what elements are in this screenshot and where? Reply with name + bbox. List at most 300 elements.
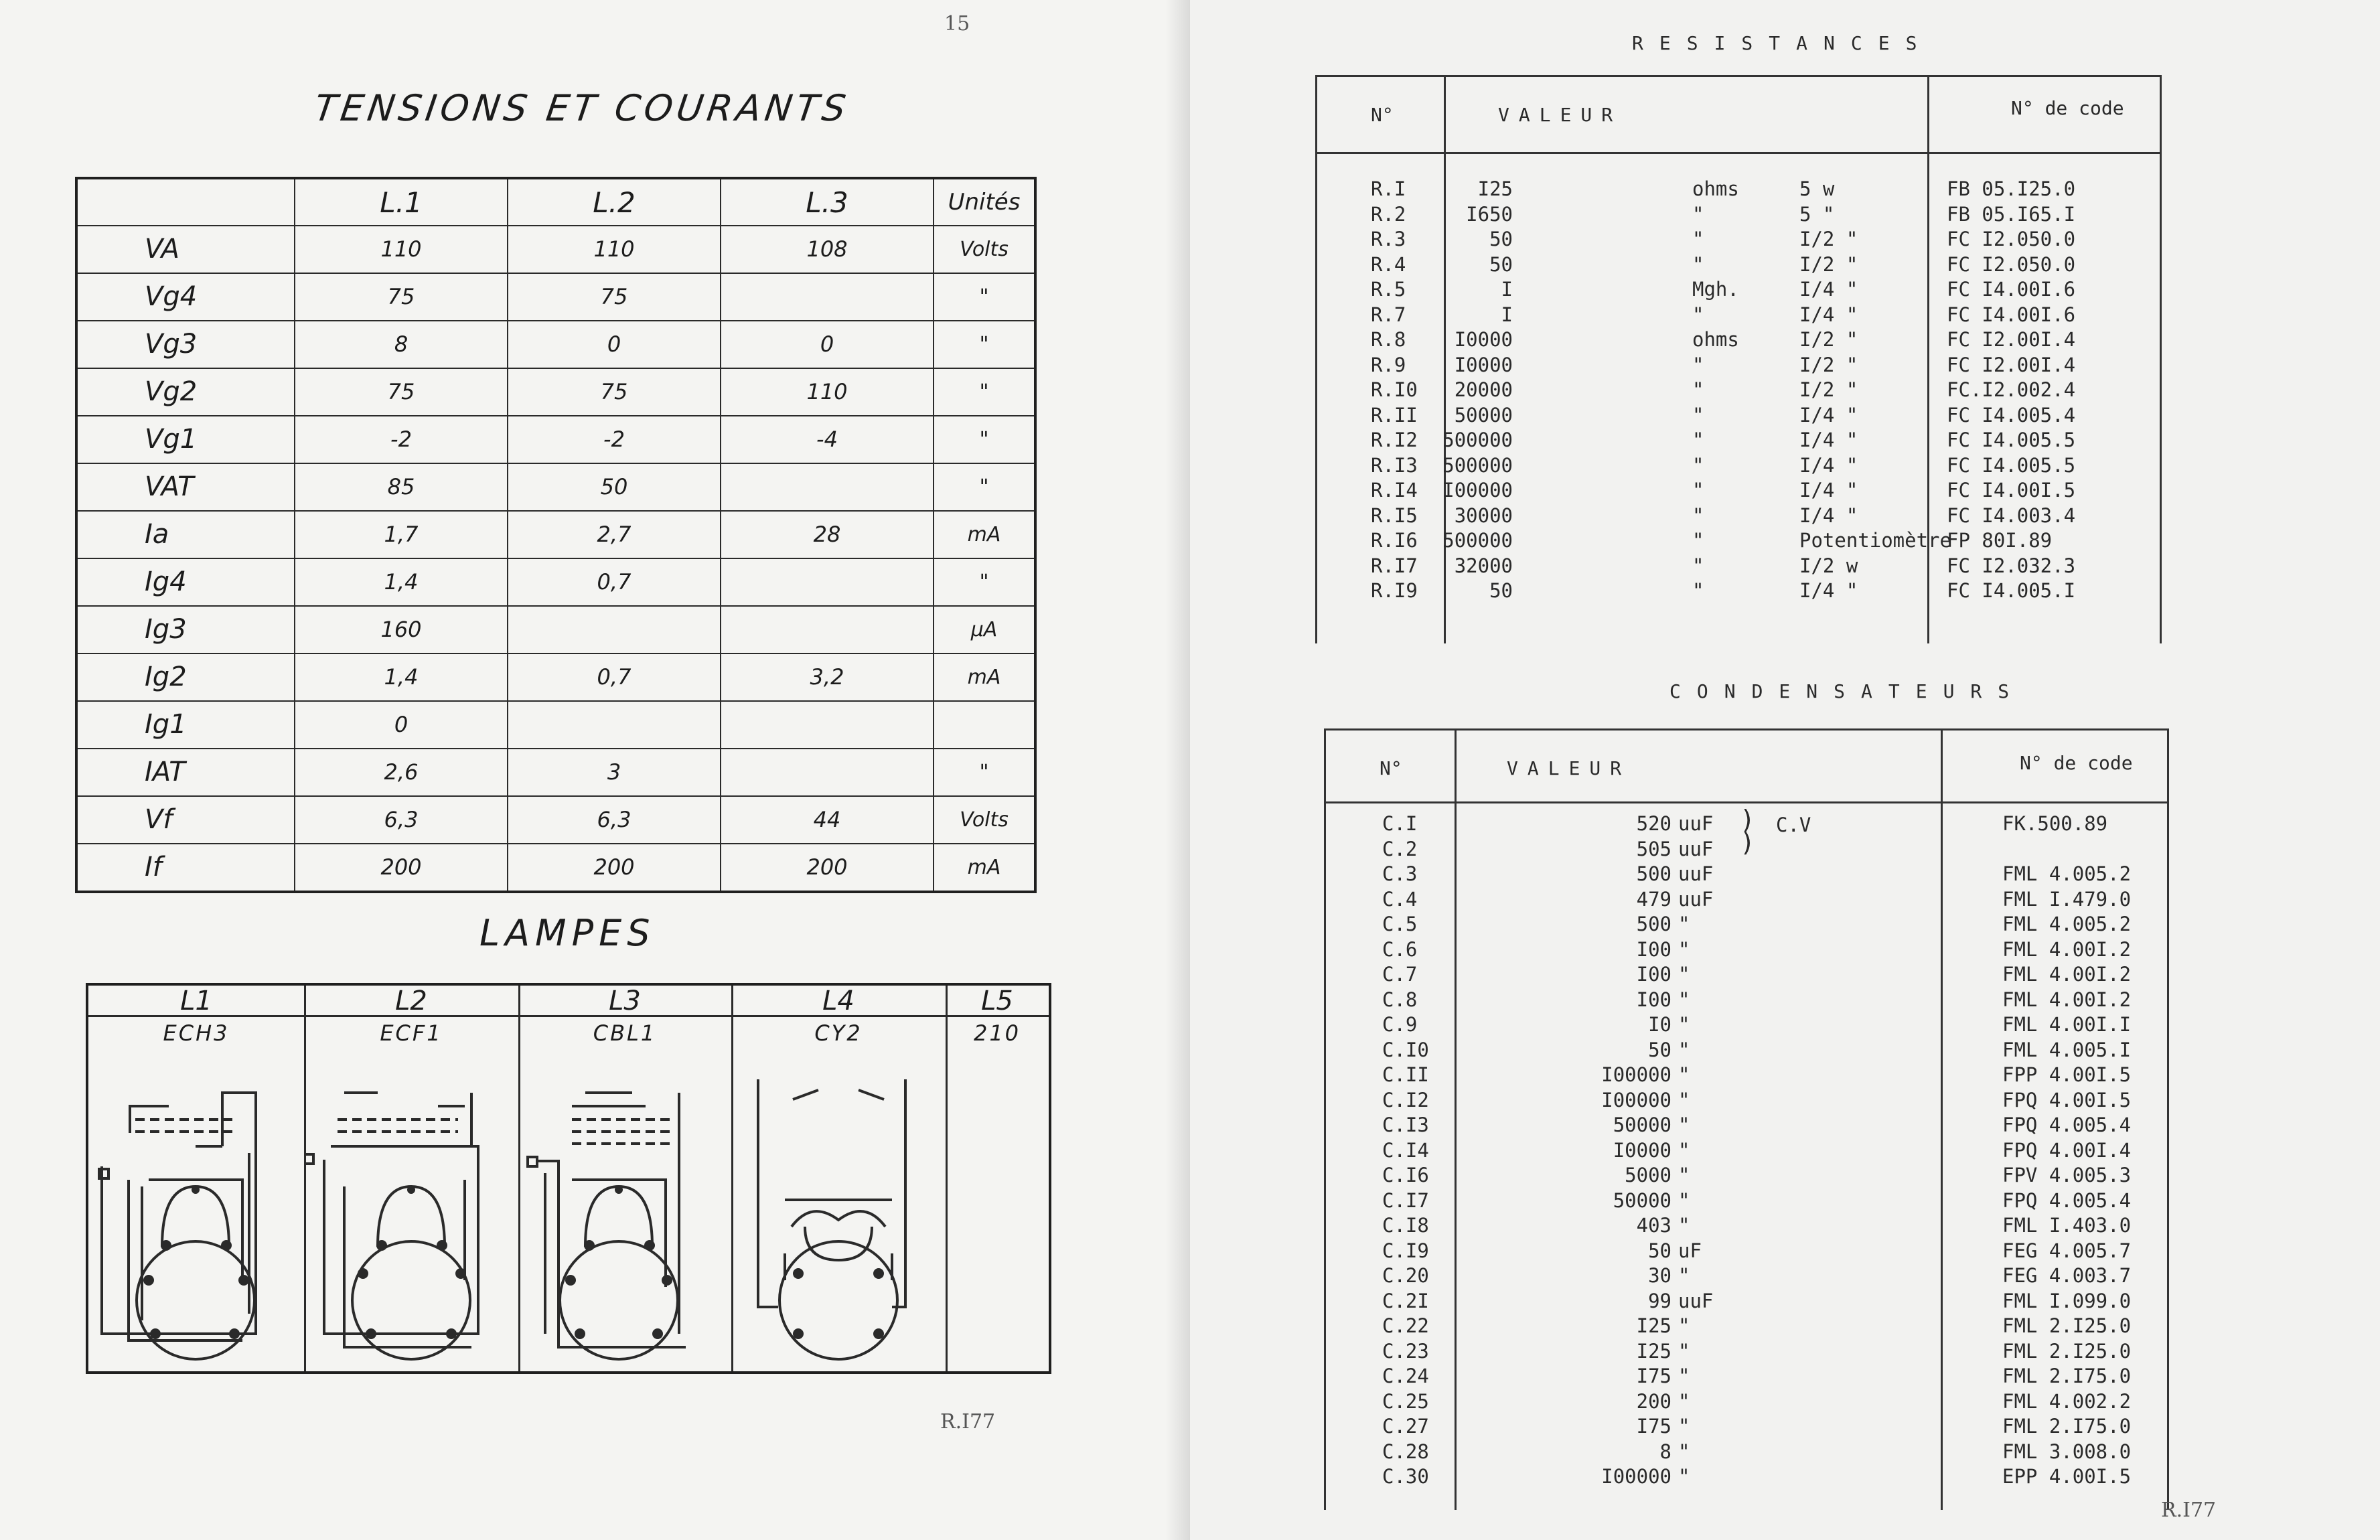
res-unit: ohms <box>1692 177 1739 200</box>
value-l2: 0 <box>508 321 721 368</box>
cond-header-num: N° <box>1380 757 1402 779</box>
res-value: I650 <box>1466 202 1513 226</box>
res-code: FC.I2.002.4 <box>1947 378 2076 401</box>
tensions-row <box>76 226 1035 273</box>
value-l1: 110 <box>295 226 508 273</box>
cond-code: FML 2.I25.0 <box>2002 1314 2132 1337</box>
cond-code: FML 3.008.0 <box>2002 1440 2132 1463</box>
cond-unit: " <box>1678 1013 1690 1036</box>
tensions-row <box>76 701 1035 749</box>
cond-num: C.30 <box>1382 1465 1429 1488</box>
cond-value: I00 <box>1636 963 1671 986</box>
cond-unit: " <box>1678 1113 1690 1136</box>
cond-value: 479 <box>1636 887 1671 911</box>
res-value: 500000 <box>1442 529 1513 552</box>
res-value: I0000 <box>1454 353 1513 376</box>
res-code: FC I4.003.4 <box>1947 504 2076 527</box>
cond-num: C.2I <box>1382 1289 1429 1312</box>
tensions-row <box>76 606 1035 653</box>
cond-unit: uuF <box>1678 1289 1714 1312</box>
condensateurs-table <box>1324 728 2169 1510</box>
cond-num: C.II <box>1382 1063 1429 1086</box>
value-l2: 75 <box>508 368 721 416</box>
cond-num: C.I <box>1382 812 1418 835</box>
tensions-row <box>76 844 1035 892</box>
res-unit: " <box>1692 353 1704 376</box>
cond-header-value: VALEUR <box>1507 757 1631 779</box>
cond-code: FML 4.00I.2 <box>2002 963 2132 986</box>
res-unit: " <box>1692 529 1704 552</box>
lamp-base-diagram-l2 <box>304 1053 518 1367</box>
value-l1: 85 <box>295 463 508 511</box>
res-value: I00000 <box>1442 479 1513 502</box>
res-code: FC I2.050.0 <box>1947 252 2076 276</box>
tensions-table <box>75 177 1037 893</box>
condensateur-row <box>1326 1013 2167 1038</box>
value-l3: 108 <box>721 226 934 273</box>
condensateur-row <box>1326 1113 2167 1139</box>
res-power: Potentiomètre <box>1799 529 1951 552</box>
cond-num: C.27 <box>1382 1415 1429 1438</box>
res-power: I/2 " <box>1799 252 1858 276</box>
res-value: 20000 <box>1454 378 1513 401</box>
tensions-body <box>76 226 1035 892</box>
cond-value: 99 <box>1648 1289 1671 1312</box>
lamp-base-diagram-l4 <box>731 1053 946 1367</box>
tensions-row <box>76 796 1035 844</box>
cond-code: FK.500.89 <box>2002 812 2108 835</box>
cond-unit: uuF <box>1678 837 1714 860</box>
res-unit: " <box>1692 504 1704 527</box>
resistance-row <box>1317 579 2160 605</box>
res-num: R.I2 <box>1371 429 1418 451</box>
cond-value: I75 <box>1636 1365 1671 1387</box>
resistance-row <box>1317 354 2160 379</box>
condensateur-row <box>1326 1390 2167 1415</box>
value-l3: 3,2 <box>721 653 934 701</box>
cond-unit: " <box>1678 1088 1690 1111</box>
res-power: I/4 " <box>1799 278 1858 301</box>
tensions-row <box>76 749 1035 796</box>
value-l2: 2,7 <box>508 511 721 558</box>
cond-code: FPQ 4.00I.5 <box>2002 1088 2132 1111</box>
cond-num: C.24 <box>1382 1365 1429 1387</box>
res-num: R.3 <box>1371 228 1406 250</box>
res-value: 50 <box>1489 579 1513 602</box>
cond-value: 520 <box>1636 812 1671 835</box>
row-label: Vg1 <box>76 416 295 463</box>
res-num: R.I6 <box>1371 529 1418 552</box>
lamp-head-l5: L5 <box>946 986 1049 1017</box>
row-label: VAT <box>76 463 295 511</box>
lamp-head-l2: L2 <box>304 986 518 1017</box>
value-l1: 75 <box>295 368 508 416</box>
value-l3: 0 <box>721 321 934 368</box>
value-l2: 6,3 <box>508 796 721 844</box>
value-l3: 110 <box>721 368 934 416</box>
res-power: I/2 " <box>1799 378 1858 401</box>
tensions-row <box>76 511 1035 558</box>
condensateur-row <box>1326 1415 2167 1440</box>
res-power: 5 " <box>1799 202 1835 226</box>
res-code: FC I2.00I.4 <box>1947 353 2076 376</box>
value-l3: 28 <box>721 511 934 558</box>
res-value: I0000 <box>1454 328 1513 351</box>
lamp-column-l1 <box>88 986 306 1371</box>
cond-num: C.4 <box>1382 887 1418 911</box>
value-l1: 75 <box>295 273 508 321</box>
cond-unit: uuF <box>1678 812 1714 835</box>
res-value: 50 <box>1489 228 1513 250</box>
res-power: I/4 " <box>1799 429 1858 451</box>
condensateur-row <box>1326 938 2167 964</box>
tensions-title: TENSIONS ET COURANTS <box>311 87 852 129</box>
cond-value: 50 <box>1648 1038 1671 1061</box>
res-code: FC I2.032.3 <box>1947 554 2076 577</box>
cond-value: I25 <box>1636 1339 1671 1363</box>
cond-code: FEG 4.003.7 <box>2002 1264 2132 1287</box>
header-units: Unités <box>934 178 1035 226</box>
cond-value: 500 <box>1636 913 1671 935</box>
cond-value: 500 <box>1636 862 1671 885</box>
value-l3 <box>721 606 934 653</box>
value-l1: 1,4 <box>295 653 508 701</box>
condensateur-row <box>1326 1264 2167 1290</box>
row-label: Vg4 <box>76 273 295 321</box>
res-num: R.I <box>1371 177 1406 200</box>
value-l2: 0,7 <box>508 558 721 606</box>
lampes-title: LAMPES <box>479 912 656 954</box>
resistance-row <box>1317 303 2160 329</box>
value-unit <box>934 701 1035 749</box>
cond-code: FML 4.005.I <box>2002 1038 2132 1061</box>
cond-unit: " <box>1678 937 1690 961</box>
cond-code: FML 4.00I.2 <box>2002 988 2132 1011</box>
res-value: I25 <box>1477 177 1513 200</box>
cond-num: C.I3 <box>1382 1113 1429 1136</box>
res-value: 500000 <box>1442 429 1513 451</box>
res-power: I/4 " <box>1799 504 1858 527</box>
res-unit: " <box>1692 202 1704 226</box>
resistance-row <box>1317 328 2160 354</box>
cond-unit: " <box>1678 1264 1690 1287</box>
value-l1: 200 <box>295 844 508 892</box>
cond-unit: " <box>1678 1063 1690 1086</box>
lamp-column-l3 <box>518 986 733 1371</box>
cond-num: C.I6 <box>1382 1164 1429 1186</box>
cond-code: FML 2.I25.0 <box>2002 1339 2132 1363</box>
condensateur-row <box>1326 1340 2167 1365</box>
res-code: FC I4.005.4 <box>1947 403 2076 427</box>
res-unit: " <box>1692 429 1704 451</box>
header-blank <box>76 178 295 226</box>
value-l3: 200 <box>721 844 934 892</box>
res-power: 5 w <box>1799 177 1835 200</box>
resistance-row <box>1317 203 2160 228</box>
row-label: Vf <box>76 796 295 844</box>
resistance-row <box>1317 429 2160 454</box>
cond-value: I00 <box>1636 937 1671 961</box>
res-header-num: N° <box>1371 104 1394 126</box>
cond-value: 200 <box>1636 1389 1671 1413</box>
res-code: FC I4.00I.6 <box>1947 303 2076 326</box>
cond-value: I00000 <box>1601 1063 1671 1086</box>
cond-num: C.I9 <box>1382 1239 1429 1262</box>
resistance-row <box>1317 454 2160 479</box>
cond-num: C.I4 <box>1382 1138 1429 1162</box>
cv-bracket: ) ) <box>1740 805 1755 857</box>
condensateur-row <box>1326 838 2167 863</box>
row-label: Ig4 <box>76 558 295 606</box>
lamp-head-l3: L3 <box>518 986 731 1017</box>
res-unit: ohms <box>1692 328 1739 351</box>
lamp-column-l5 <box>946 986 1049 1371</box>
tensions-row <box>76 273 1035 321</box>
value-unit: Volts <box>934 796 1035 844</box>
cond-num: C.5 <box>1382 913 1418 935</box>
res-power: I/4 " <box>1799 479 1858 502</box>
value-l1: 0 <box>295 701 508 749</box>
cond-unit: " <box>1678 1214 1690 1237</box>
res-unit: Mgh. <box>1692 278 1739 301</box>
tensions-row <box>76 558 1035 606</box>
cond-code: FPP 4.00I.5 <box>2002 1063 2132 1086</box>
cond-unit: " <box>1678 1164 1690 1186</box>
resistances-title: RESISTANCES <box>1632 32 1933 54</box>
res-num: R.8 <box>1371 328 1406 351</box>
cond-num: C.3 <box>1382 862 1418 885</box>
cond-code: FML 4.005.2 <box>2002 913 2132 935</box>
value-l2 <box>508 606 721 653</box>
left-footer: R.I77 <box>940 1410 996 1434</box>
value-unit: " <box>934 368 1035 416</box>
tensions-header-row <box>76 178 1035 226</box>
cond-value: I75 <box>1636 1415 1671 1438</box>
cond-unit: " <box>1678 913 1690 935</box>
res-unit: " <box>1692 479 1704 502</box>
condensateur-row <box>1326 1164 2167 1189</box>
resistance-row <box>1317 529 2160 554</box>
cond-unit: uuF <box>1678 887 1714 911</box>
value-l3 <box>721 558 934 606</box>
lamp-base-diagram-l1 <box>88 1053 304 1367</box>
condensateur-row <box>1326 1214 2167 1239</box>
res-code: FC I4.005.5 <box>1947 429 2076 451</box>
row-label: If <box>76 844 295 892</box>
value-l2 <box>508 701 721 749</box>
condensateur-row <box>1326 1189 2167 1215</box>
res-power: I/2 w <box>1799 554 1858 577</box>
cond-unit: " <box>1678 988 1690 1011</box>
cond-num: C.I0 <box>1382 1038 1429 1061</box>
res-num: R.2 <box>1371 202 1406 226</box>
cond-value: 505 <box>1636 837 1671 860</box>
res-unit: " <box>1692 228 1704 250</box>
value-l2: 50 <box>508 463 721 511</box>
res-unit: " <box>1692 554 1704 577</box>
res-header-value: VALEUR <box>1498 104 1623 126</box>
cond-num: C.I8 <box>1382 1214 1429 1237</box>
right-page <box>1190 0 2380 1540</box>
res-code: FC I4.005.5 <box>1947 453 2076 477</box>
row-label: IAT <box>76 749 295 796</box>
resistance-row <box>1317 479 2160 504</box>
resistance-row <box>1317 278 2160 303</box>
cond-value: I0 <box>1648 1013 1671 1036</box>
value-l3: -4 <box>721 416 934 463</box>
res-power: I/4 " <box>1799 453 1858 477</box>
cond-code: EPP 4.00I.5 <box>2002 1465 2132 1488</box>
value-l3 <box>721 701 934 749</box>
cond-num: C.28 <box>1382 1440 1429 1463</box>
cond-value: I0000 <box>1613 1138 1671 1162</box>
cond-num: C.7 <box>1382 963 1418 986</box>
cond-value: I00000 <box>1601 1088 1671 1111</box>
condensateur-row <box>1326 1089 2167 1114</box>
value-unit: " <box>934 558 1035 606</box>
cond-num: C.6 <box>1382 937 1418 961</box>
value-unit: mA <box>934 653 1035 701</box>
tensions-row <box>76 653 1035 701</box>
res-power: I/4 " <box>1799 403 1858 427</box>
lamp-type-l4: CY2 <box>814 1020 863 1046</box>
res-code: FC I4.00I.6 <box>1947 278 2076 301</box>
cond-code: FPQ 4.005.4 <box>2002 1188 2132 1212</box>
cond-code: FML 4.00I.2 <box>2002 937 2132 961</box>
lamp-type-l1: ECH3 <box>163 1020 230 1046</box>
res-code: FC I2.050.0 <box>1947 228 2076 250</box>
cond-value: I00 <box>1636 988 1671 1011</box>
value-l1: 8 <box>295 321 508 368</box>
cond-unit: " <box>1678 1415 1690 1438</box>
cond-code: FPQ 4.00I.4 <box>2002 1138 2132 1162</box>
tensions-row <box>76 368 1035 416</box>
condensateur-row <box>1326 888 2167 913</box>
value-unit: mA <box>934 844 1035 892</box>
res-unit: " <box>1692 303 1704 326</box>
cond-code: FML 4.002.2 <box>2002 1389 2132 1413</box>
value-l1: 6,3 <box>295 796 508 844</box>
cond-num: C.9 <box>1382 1013 1418 1036</box>
res-num: R.II <box>1371 403 1418 427</box>
row-label: Vg2 <box>76 368 295 416</box>
res-power: I/4 " <box>1799 579 1858 602</box>
condensateur-row <box>1326 1290 2167 1315</box>
resistance-row <box>1317 554 2160 580</box>
res-code: FB 05.I65.I <box>1947 202 2076 226</box>
res-num: R.I0 <box>1371 378 1418 401</box>
cond-value: 5000 <box>1625 1164 1671 1186</box>
cond-num: C.25 <box>1382 1389 1429 1413</box>
res-unit: " <box>1692 579 1704 602</box>
value-l3 <box>721 273 934 321</box>
cond-num: C.23 <box>1382 1339 1429 1363</box>
cond-code: FPQ 4.005.4 <box>2002 1113 2132 1136</box>
cond-code: FEG 4.005.7 <box>2002 1239 2132 1262</box>
value-l2: 0,7 <box>508 653 721 701</box>
condensateurs-header <box>1326 730 2167 803</box>
tensions-row <box>76 321 1035 368</box>
condensateur-row <box>1326 1365 2167 1390</box>
cond-unit: " <box>1678 1314 1690 1337</box>
cond-code: FML I.403.0 <box>2002 1214 2132 1237</box>
row-label: Vg3 <box>76 321 295 368</box>
cond-code: FML 4.005.2 <box>2002 862 2132 885</box>
lamp-type-l5: 210 <box>973 1020 1021 1046</box>
cond-unit: " <box>1678 1465 1690 1488</box>
lampes-box <box>86 983 1051 1374</box>
cond-value: I25 <box>1636 1314 1671 1337</box>
value-l2: -2 <box>508 416 721 463</box>
cond-num: C.2 <box>1382 837 1418 860</box>
res-num: R.I5 <box>1371 504 1418 527</box>
cond-value: 30 <box>1648 1264 1671 1287</box>
value-unit: " <box>934 273 1035 321</box>
cond-num: C.20 <box>1382 1264 1429 1287</box>
res-header-code: N° de code <box>2011 97 2124 119</box>
row-label: VA <box>76 226 295 273</box>
res-num: R.I3 <box>1371 453 1418 477</box>
res-num: R.5 <box>1371 278 1406 301</box>
header-l3: L.3 <box>721 178 934 226</box>
res-num: R.7 <box>1371 303 1406 326</box>
value-l3 <box>721 749 934 796</box>
res-code: FC I2.00I.4 <box>1947 328 2076 351</box>
value-l3: 44 <box>721 796 934 844</box>
lamp-base-diagram-l3 <box>518 1053 731 1367</box>
res-value: 50000 <box>1454 403 1513 427</box>
res-power: I/2 " <box>1799 328 1858 351</box>
cond-code: FML I.099.0 <box>2002 1289 2132 1312</box>
condensateur-row <box>1326 1465 2167 1490</box>
value-unit: μA <box>934 606 1035 653</box>
condensateur-row <box>1326 913 2167 938</box>
lamp-column-l2 <box>304 986 520 1371</box>
value-l2: 110 <box>508 226 721 273</box>
res-unit: " <box>1692 403 1704 427</box>
cond-code: FML 2.I75.0 <box>2002 1415 2132 1438</box>
cond-value: 50000 <box>1613 1188 1671 1212</box>
res-value: 30000 <box>1454 504 1513 527</box>
tensions-row <box>76 416 1035 463</box>
header-l1: L.1 <box>295 178 508 226</box>
value-unit: " <box>934 321 1035 368</box>
resistance-row <box>1317 177 2160 203</box>
cond-num: C.I2 <box>1382 1088 1429 1111</box>
cond-value: 403 <box>1636 1214 1671 1237</box>
resistance-row <box>1317 228 2160 253</box>
value-l2: 200 <box>508 844 721 892</box>
res-power: I/2 " <box>1799 228 1858 250</box>
condensateur-row <box>1326 1314 2167 1340</box>
page-number: 15 <box>944 12 970 35</box>
res-num: R.4 <box>1371 252 1406 276</box>
lamp-type-l3: CBL1 <box>593 1020 657 1046</box>
cond-value: 50000 <box>1613 1113 1671 1136</box>
condensateur-row <box>1326 1440 2167 1466</box>
cond-code: FPV 4.005.3 <box>2002 1164 2132 1186</box>
res-value: 500000 <box>1442 453 1513 477</box>
cv-note: C.V <box>1776 814 1811 836</box>
lamp-head-l4: L4 <box>731 986 946 1017</box>
condensateur-row <box>1326 963 2167 988</box>
tensions-row <box>76 463 1035 511</box>
value-l1: 160 <box>295 606 508 653</box>
condensateur-row <box>1326 1239 2167 1265</box>
res-num: R.I9 <box>1371 579 1418 602</box>
cond-unit: " <box>1678 1440 1690 1463</box>
value-l3 <box>721 463 934 511</box>
